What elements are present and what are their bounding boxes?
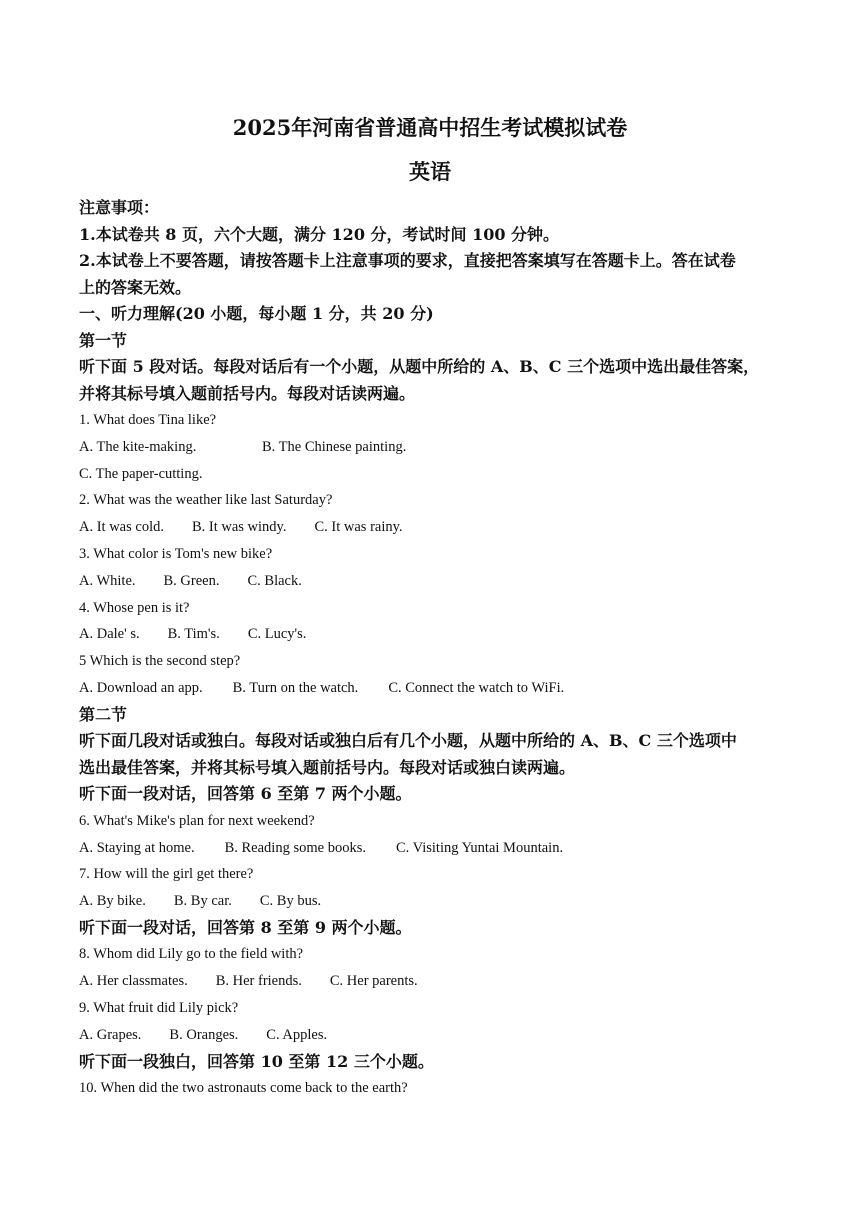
question-text: 10. When did the two astronauts come back to the earth?: [79, 1080, 408, 1097]
option-c: C. It was rainy.: [314, 519, 403, 536]
part-heading: 一、听力理解(20 小题，每小题 1 分，共 20 分): [79, 304, 434, 323]
answer-options: [79, 888, 784, 915]
option-c: C. Visiting Yuntai Mountain.: [395, 839, 564, 856]
answer-options: [79, 675, 784, 702]
exam-content: [79, 195, 784, 1102]
option-b: B. It was windy.: [191, 519, 287, 536]
exam-title: 2025年河南省普通高中招生考试模拟试卷: [232, 115, 628, 140]
option-b: B. Reading some books.: [224, 839, 366, 856]
option-c: C. By bus.: [259, 893, 322, 910]
option-b: B. Green.: [163, 572, 220, 589]
question-text: 3. What color is Tom's new bike?: [79, 545, 273, 562]
question-group-heading: 听下面一段独白，回答第 10 至第 12 三个小题。: [79, 1051, 434, 1071]
option-b: B. Oranges.: [169, 1026, 239, 1043]
answer-options: [79, 514, 784, 541]
option-c: C. Lucy's.: [247, 626, 307, 643]
section-instructions: 选出最佳答案，并将其标号填入题前括号内。每段对话或独白读两遍。: [79, 757, 576, 777]
answer-options: [79, 835, 784, 862]
section-title: 第二节: [79, 704, 128, 724]
option-a: A. Download an app.: [79, 679, 203, 696]
question-text: 6. What's Mike's plan for next weekend?: [79, 812, 315, 829]
question-text: 9. What fruit did Lily pick?: [79, 1000, 239, 1017]
option-a: A. Grapes.: [79, 1026, 142, 1043]
option-a: A. White.: [79, 572, 136, 589]
question-text: 5 Which is the second step?: [79, 653, 241, 670]
notice-heading: 注意事项：: [79, 198, 160, 217]
answer-options: [79, 434, 784, 461]
option-c: C. The paper-cutting.: [79, 465, 203, 482]
question-text: 4. Whose pen is it?: [79, 599, 190, 616]
option-b: B. Turn on the watch.: [232, 679, 359, 696]
question-text: 2. What was the weather like last Saturday?: [79, 492, 333, 509]
option-b: B. By car.: [173, 893, 232, 910]
option-b: B. The Chinese painting.: [262, 438, 407, 455]
answer-options: [79, 1022, 784, 1049]
question-group-heading: 听下面一段对话，回答第 6 至第 7 两个小题。: [79, 784, 412, 804]
option-a: A. It was cold.: [79, 519, 164, 536]
option-a: A. Staying at home.: [79, 839, 195, 856]
question-text: 7. How will the girl get there?: [79, 866, 254, 883]
option-c: C. Apples.: [266, 1026, 328, 1043]
notice-line: 上的答案无效。: [79, 277, 192, 297]
option-c: C. Black.: [247, 572, 302, 589]
option-c: C. Connect the watch to WiFi.: [388, 679, 565, 696]
section-instructions: 听下面几段对话或独白。每段对话或独白后有几个小题，从题中所给的 A、B、C 三个选项中: [79, 731, 737, 751]
option-b: B. Tim's.: [167, 626, 220, 643]
option-a: A. The kite-making.: [79, 438, 197, 455]
section-instructions: 并将其标号填入题前括号内。每段对话读两遍。: [79, 383, 416, 403]
answer-options: [79, 568, 784, 595]
notice-line: 2.本试卷上不要答题，请按答题卡上注意事项的要求，直接把答案填写在答题卡上。答在试卷: [79, 251, 736, 270]
option-a: A. Dale' s.: [79, 626, 140, 643]
section-instructions: 听下面 5 段对话。每段对话后有一个小题，从题中所给的 A、B、C 三个选项中选出最佳答案，: [79, 357, 760, 376]
question-text: 8. Whom did Lily go to the field with?: [79, 946, 304, 963]
answer-options: [79, 621, 784, 648]
question-group-heading: 听下面一段对话，回答第 8 至第 9 两个小题。: [79, 917, 412, 937]
subject-title: 英语: [409, 159, 451, 184]
answer-options: [79, 461, 784, 488]
section-title: 第一节: [79, 330, 128, 350]
option-b: B. Her friends.: [215, 973, 302, 990]
notice-line: 1.本试卷共 8 页，六个大题，满分 120 分，考试时间 100 分钟。: [79, 224, 560, 244]
option-a: A. By bike.: [79, 893, 146, 910]
question-text: 1. What does Tina like?: [79, 412, 217, 428]
option-a: A. Her classmates.: [79, 973, 188, 990]
option-c: C. Her parents.: [329, 973, 418, 990]
answer-options: [79, 968, 784, 995]
